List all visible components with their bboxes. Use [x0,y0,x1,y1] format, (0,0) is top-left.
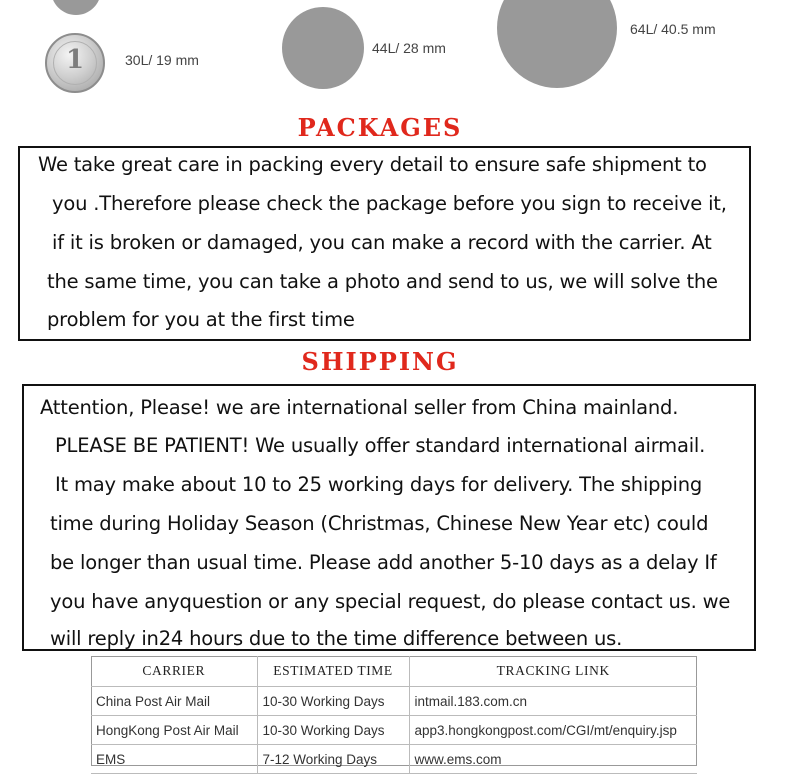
tracking-link-cell[interactable]: intmail.183.com.cn [409,687,697,716]
coin-size-label: 30L/ 19 mm [125,52,199,68]
packages-line: problem for you at the first time [47,308,355,331]
shipping-box [22,384,756,651]
packages-line: if it is broken or damaged, you can make a record with the carrier. At [52,231,712,254]
shipping-line: will reply in24 hours due to the time difference between us. [50,627,623,650]
large-size-label: 64L/ 40.5 mm [630,21,716,37]
coin-numeral: 1 [65,45,85,75]
shipping-line: PLEASE BE PATIENT! We usually offer standard international airmail. [55,434,706,457]
tracking-link-column-header: TRACKING LINK [409,656,697,687]
packages-line: the same time, you can take a photo and send to us, we will solve the [47,270,718,293]
packages-line: you .Therefore please check the package before you sign to receive it, [52,192,727,215]
estimated-time-cell: 10-30 Working Days [257,716,409,745]
packages-line: We take great care in packing every detail to ensure safe shipment to [38,153,707,176]
estimated-time-column-header: ESTIMATED TIME [257,656,409,687]
table-row [91,745,697,774]
estimated-time-cell: 7-12 Working Days [257,745,409,774]
tracking-link-cell[interactable]: app3.hongkongpost.com/CGI/mt/enquiry.jsp [409,716,697,745]
coin-image [45,33,105,93]
table-header-row [91,656,697,687]
small-circle-partial [51,0,101,15]
table-row [91,687,697,716]
tracking-link-cell[interactable]: www.ems.com [409,745,697,774]
carrier-column-header: CARRIER [91,656,257,687]
table-row [91,716,697,745]
shipping-heading: SHIPPING [301,347,459,376]
large-circle [497,0,617,88]
carrier-cell: China Post Air Mail [91,687,257,716]
medium-circle [282,7,364,89]
shipping-line: be longer than usual time. Please add another 5-10 days as a delay If [50,551,717,574]
carrier-cell: HongKong Post Air Mail [91,716,257,745]
medium-size-label: 44L/ 28 mm [372,40,446,56]
estimated-time-cell: 10-30 Working Days [257,687,409,716]
packages-heading: PACKAGES [297,113,463,142]
shipping-line: time during Holiday Season (Christmas, Chinese New Year etc) could [50,512,709,535]
packages-box [18,146,751,341]
shipping-line: you have anyquestion or any special request, do please contact us. we [50,590,731,613]
carrier-cell: EMS [91,745,257,774]
shipping-line: It may make about 10 to 25 working days for delivery. The shipping [55,473,703,496]
shipping-line: Attention, Please! we are international seller from China mainland. [40,396,679,419]
carrier-table [91,656,697,774]
